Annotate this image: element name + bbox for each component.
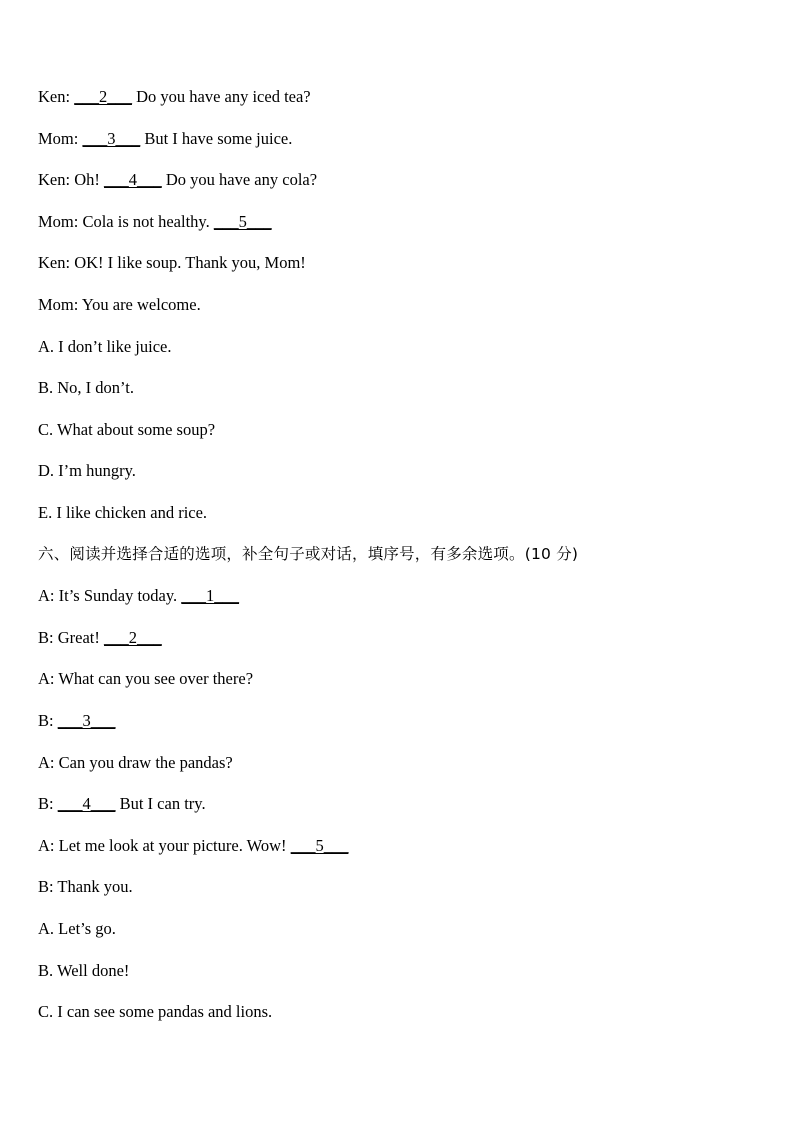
line-text: Ken: Oh!: [38, 170, 104, 189]
answer-blank: ___4___: [103, 170, 162, 189]
option-d: D. I’m hungry.: [38, 461, 136, 480]
line-text: Mom:: [38, 129, 83, 148]
answer-blank: ___3___: [57, 711, 116, 730]
dialogue1-line-4: [38, 212, 272, 232]
answer-blank: ___2___: [74, 87, 132, 106]
line-text: Do you have any iced tea?: [131, 87, 311, 106]
answer-blank: ___5___: [213, 212, 272, 231]
line-text: A: Can you draw the pandas?: [38, 753, 233, 772]
line-text: B: Great!: [38, 628, 104, 647]
line-text: B: Thank you.: [38, 877, 133, 896]
option2-b: B. Well done!: [38, 961, 130, 980]
dialogue2-line-4: [38, 711, 115, 731]
option2-c: C. I can see some pandas and lions.: [38, 1002, 273, 1021]
line-text: A: What can you see over there?: [38, 669, 254, 688]
line-text: But I have some juice.: [140, 129, 293, 148]
answer-blank: ___4___: [57, 794, 116, 813]
option-e: E. I like chicken and rice.: [38, 503, 208, 522]
dialogue1-line-6: [38, 295, 201, 315]
dialogue2-line-1: [38, 586, 239, 606]
line-text: Mom: Cola is not healthy.: [38, 212, 214, 231]
dialogue2-line-5: [38, 753, 233, 773]
option-a: A. I don’t like juice.: [38, 337, 172, 356]
dialogue1-line-1: [38, 87, 311, 107]
line-text: Do you have any cola?: [161, 170, 318, 189]
line-text: A: It’s Sunday today.: [38, 586, 182, 605]
answer-blank: ___3___: [82, 129, 141, 148]
option-b: B. No, I don’t.: [38, 378, 134, 397]
dialogue2-line-6: [38, 794, 206, 814]
dialogue1-line-5: [38, 253, 306, 273]
dialogue1-line-3: [38, 170, 317, 190]
line-text: Ken:: [38, 87, 75, 106]
dialogue2-line-2: [38, 628, 162, 648]
line-text: A: Let me look at your picture. Wow!: [38, 836, 291, 855]
line-text: But I can try.: [115, 794, 206, 813]
option-c: C. What about some soup?: [38, 420, 216, 439]
dialogue2-line-3: [38, 669, 253, 689]
option2-a: A. Let’s go.: [38, 919, 116, 938]
dialogue1-line-2: [38, 129, 292, 149]
dialogue2-line-7: [38, 836, 348, 856]
line-text: Ken: OK! I like soup. Thank you, Mom!: [38, 253, 306, 272]
section-heading: 六、阅读并选择合适的选项，补全句子或对话，填序号，有多余选项。(10 分): [38, 545, 579, 563]
dialogue2-line-8: [38, 877, 133, 897]
answer-blank: ___1___: [181, 586, 240, 605]
answer-blank: ___2___: [103, 628, 162, 647]
answer-blank: ___5___: [290, 836, 349, 855]
line-text: B:: [38, 794, 58, 813]
line-text: B:: [38, 711, 58, 730]
line-text: Mom: You are welcome.: [38, 295, 201, 314]
